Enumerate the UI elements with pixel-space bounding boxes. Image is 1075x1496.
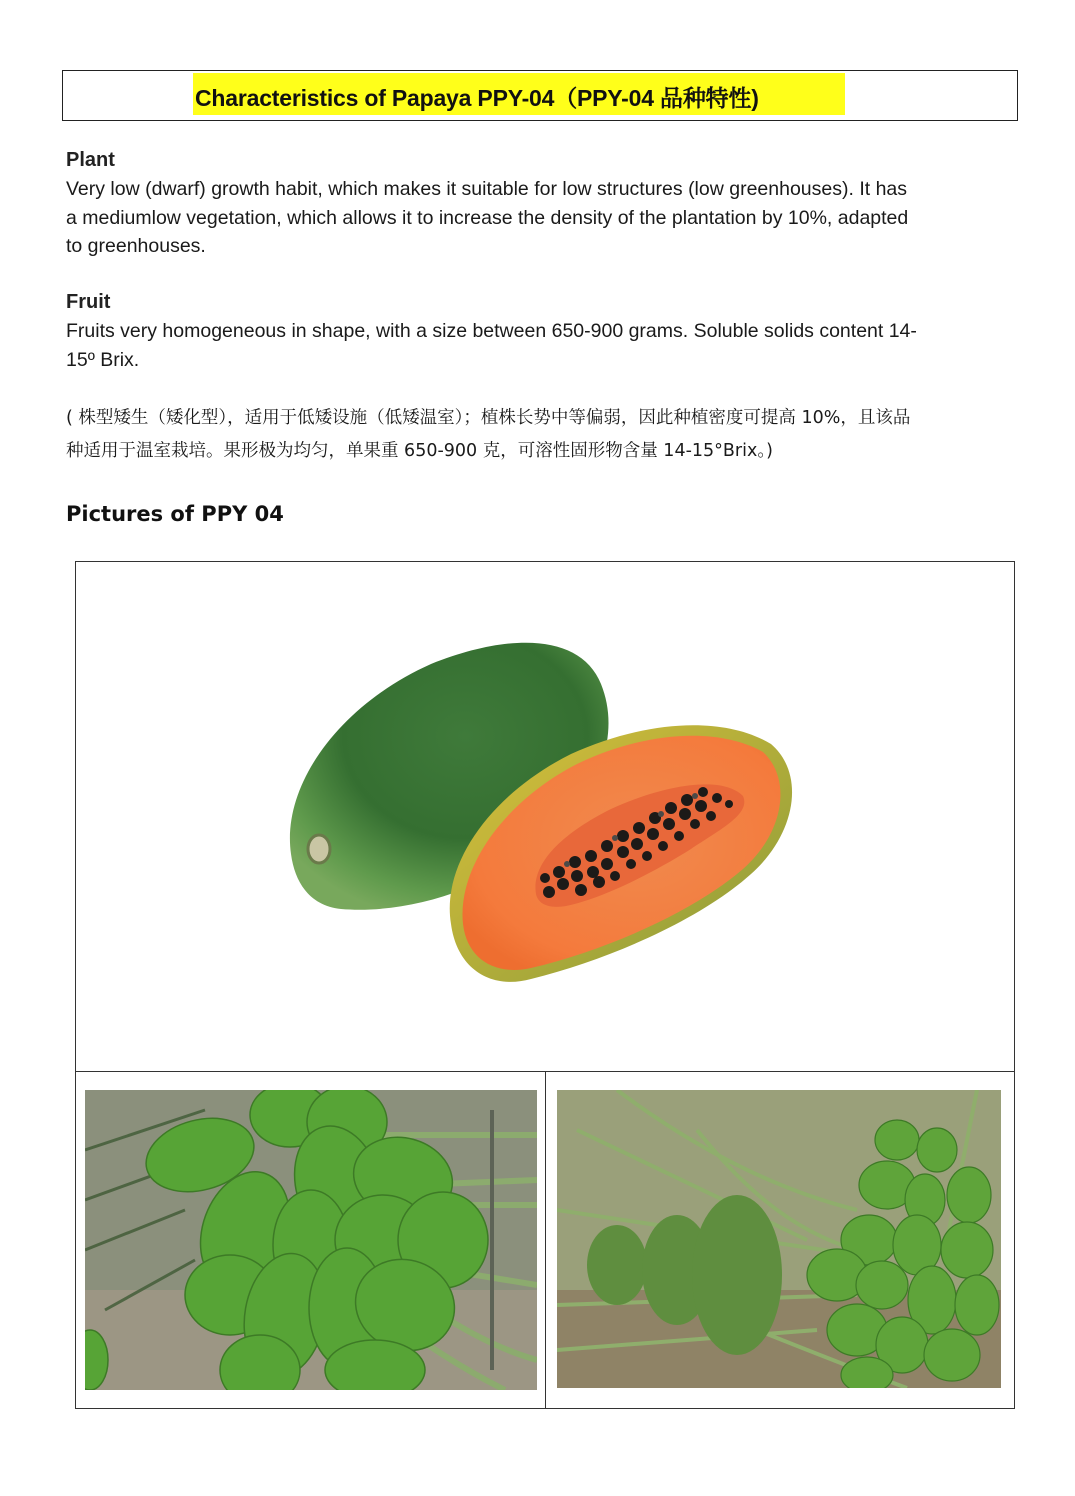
fruit-line-2: 15º Brix. — [66, 348, 140, 371]
pictures-heading: Pictures of PPY 04 — [66, 502, 284, 526]
pictures-bottom-right-cell — [546, 1072, 1014, 1408]
title-box — [62, 70, 1018, 121]
plant-line-1: Very low (dwarf) growth habit, which makes it suitable for low structures (low greenhouses). It has — [66, 178, 908, 200]
section-heading-plant: Plant — [66, 149, 115, 171]
papaya-greenhouse-rows-image — [557, 1090, 1001, 1388]
fruit-line-1: Fruits very homogeneous in shape, with a size between 650-900 grams. Soluble solids content 14- — [66, 320, 917, 342]
fruit-description — [66, 317, 1021, 374]
plant-line-2: a mediumlow vegetation, which allows it to increase the density of the plantation by 10%, adapted — [66, 206, 909, 229]
pictures-top-cell — [76, 562, 1014, 1072]
pictures-table — [75, 561, 1015, 1409]
whole-and-halved-papaya-image — [281, 624, 801, 994]
pictures-bottom-left-cell — [76, 1072, 546, 1408]
page-title: Characteristics of Papaya PPY-04（PPY-04 品种特性) — [195, 85, 759, 111]
plant-line-3: to greenhouses. — [66, 235, 206, 257]
plant-description — [66, 175, 1021, 261]
papaya-cluster-closeup-image — [85, 1090, 537, 1390]
chinese-line-2: 种适用于温室栽培。果形极为均匀，单果重 650-900 克，可溶性固形物含量 14-15°Brix。) — [66, 441, 773, 461]
chinese-summary — [66, 402, 1021, 468]
section-heading-fruit: Fruit — [66, 291, 111, 313]
chinese-line-1: ( 株型矮生（矮化型），适用于低矮设施（低矮温室）；植株长势中等偏弱，因此种植密度可提高 10%，且该品 — [66, 408, 911, 428]
